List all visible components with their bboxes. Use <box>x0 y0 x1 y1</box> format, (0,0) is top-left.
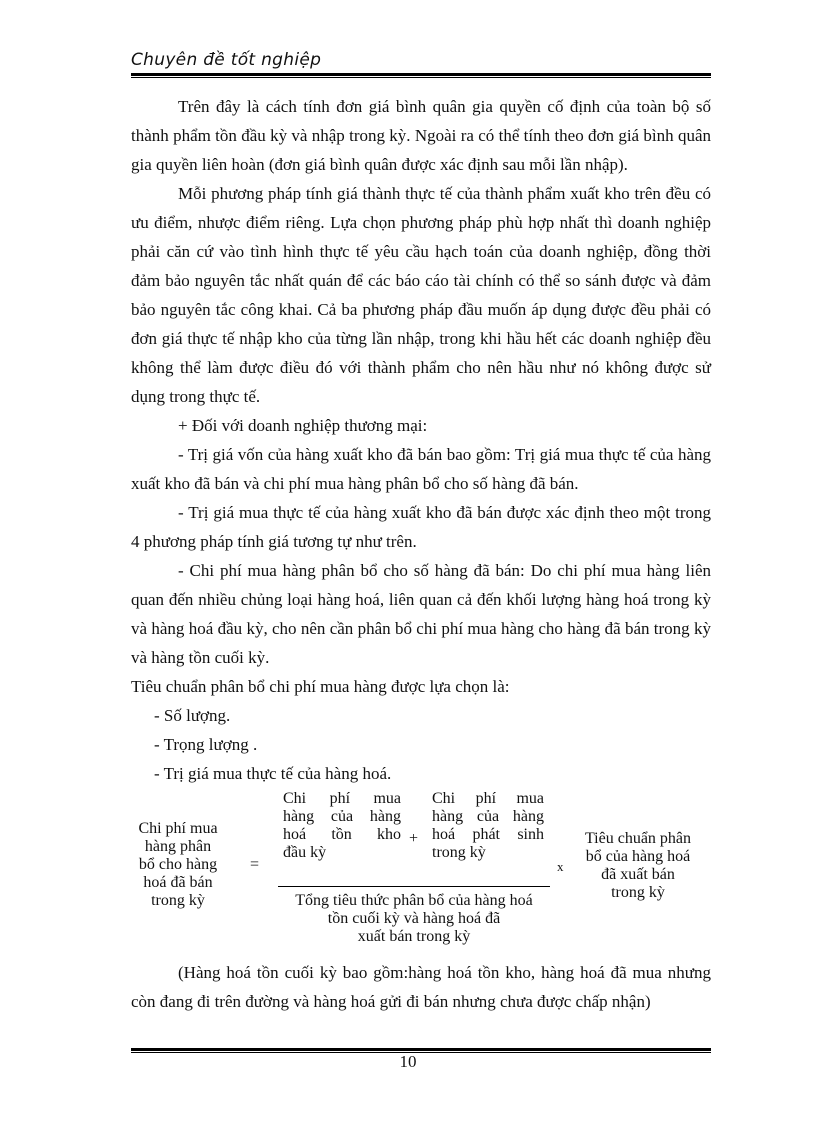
paragraph: - Chi phí mua hàng phân bổ cho số hàng đã bán: Do chi phí mua hàng liên quan đến nhiều chủng loại hàng hoá, liên quan cả đến khối lượng hàng hoá trong kỳ và hàng hoá đầu kỳ, cho nên cần phân bổ chi phí mua hàng cho hàng đã bán trong kỳ và hàng tồn cuối kỳ. <box>131 561 711 667</box>
formula-text: hoá phát sinh <box>432 826 544 843</box>
formula-text: Chi phí mua <box>138 820 218 837</box>
formula-text: đầu kỳ <box>283 844 327 861</box>
paragraph: (Hàng hoá tồn cuối kỳ bao gồm:hàng hoá tồn kho, hàng hoá đã mua nhưng còn đang đi trên đường và hàng hoá gửi đi bán nhưng chưa được chấp nhận) <box>131 963 711 1011</box>
formula-text: Chi phí mua <box>283 790 401 807</box>
paragraph: - Trị giá vốn của hàng xuất kho đã bán bao gồm: Trị giá mua thực tế của hàng xuất kho đã bán và chi phí mua hàng phân bổ cho số hàng đã bán. <box>131 445 711 493</box>
list-item: - Số lượng. <box>154 706 231 725</box>
formula-text: Tiêu chuẩn phân <box>584 830 692 847</box>
formula-text: hàng của hàng <box>283 808 401 825</box>
paragraph: Tiêu chuẩn phân bổ chi phí mua hàng được lựa chọn là: <box>131 677 510 696</box>
formula-lhs <box>118 820 238 910</box>
header-rule <box>131 73 711 76</box>
header-rule-thin <box>131 77 711 78</box>
formula-text: hoá tồn kho <box>283 826 401 843</box>
formula-text: trong kỳ <box>611 884 665 901</box>
formula-note <box>131 958 711 1016</box>
formula-text: tồn cuối kỳ và hàng hoá đã <box>327 910 501 927</box>
formula-rhs <box>578 830 698 902</box>
footer-rule <box>131 1048 711 1051</box>
formula-equals: = <box>250 856 260 873</box>
paragraph: Mỗi phương pháp tính giá thành thực tế của thành phẩm xuất kho trên đều có ưu điểm, nhược điểm riêng. Lựa chọn phương pháp phù hợp nhất thì doanh nghiệp phải căn cứ vào tình hình thực tế yêu cầu hạch toán của doanh nghiệp, đồng thời đảm bảo nguyên tắc nhất quán để các báo cáo tài chính có thể so sánh được và đảm bảo nguyên tắc công khai. Cả ba phương pháp đầu muốn áp dụng được đều phải có đơn giá thực tế nhập kho của từng lần nhập, trong khi hầu hết các doanh nghiệp đều không thể làm được điều đó với thành phẩm cho nên hầu như nó không được sử dụng trong thực tế. <box>131 184 711 406</box>
formula-text: đã xuất bán <box>601 866 675 883</box>
formula-plus: + <box>409 830 419 847</box>
formula-text: trong kỳ <box>151 892 205 909</box>
paragraph: - Trị giá mua thực tế của hàng xuất kho đã bán được xác định theo một trong 4 phương pháp tính giá tương tự như trên. <box>131 503 711 551</box>
list-item: - Trọng lượng . <box>154 735 258 754</box>
formula-text: hàng phân <box>144 838 212 855</box>
formula-text: Chi phí mua <box>432 790 544 807</box>
body-text <box>131 92 711 788</box>
paragraph: Trên đây là cách tính đơn giá bình quân gia quyền cố định của toàn bộ số thành phẩm tồn đầu kỳ và nhập trong kỳ. Ngoài ra có thể tính theo đơn giá bình quân gia quyền liên hoàn (đơn giá bình quân được xác định sau mỗi lần nhập). <box>131 97 711 174</box>
formula-text: xuất bán trong kỳ <box>357 928 471 945</box>
paragraph: + Đối với doanh nghiệp thương mại: <box>178 416 428 435</box>
allocation-formula <box>118 786 718 956</box>
formula-term-opening <box>283 790 401 862</box>
formula-text: hàng của hàng <box>432 808 544 825</box>
formula-text: trong kỳ <box>432 844 486 861</box>
formula-text: Tổng tiêu thức phân bổ của hàng hoá <box>295 892 533 909</box>
page-number: 10 <box>399 1052 417 1071</box>
formula-text: bổ của hàng hoá <box>585 848 691 865</box>
list-item: - Trị giá mua thực tế của hàng hoá. <box>154 764 392 783</box>
fraction-bar <box>278 886 550 887</box>
formula-text: bổ cho hàng <box>138 856 218 873</box>
page-header-title: Chuyên đề tốt nghiệp <box>131 50 322 70</box>
formula-term-incurred <box>432 790 544 862</box>
formula-text: hoá đã bán <box>143 874 213 891</box>
formula-times: x <box>557 859 564 874</box>
formula-denominator <box>278 892 550 946</box>
